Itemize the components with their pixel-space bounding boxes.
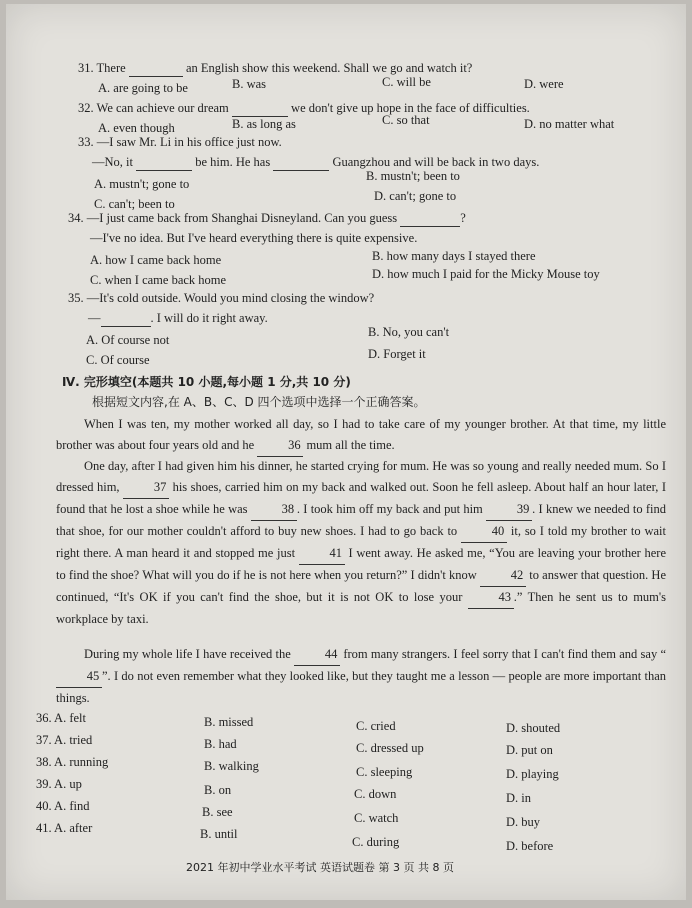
answer-blank[interactable] <box>101 310 151 327</box>
page-footer: 2021 年初中学业水平考试 英语试题卷 第 3 页 共 8 页 <box>186 861 454 874</box>
passage-text: from many strangers. I feel sorry that I can't find them and say “ <box>343 647 667 661</box>
option: B. as long as <box>232 117 296 131</box>
option: C. Of course <box>86 353 150 367</box>
question-text: an English show this weekend. Shall we go and watch it? <box>185 61 473 75</box>
cloze-option: C. sleeping <box>356 765 413 779</box>
question-text: —I just came back from Shanghai Disneyland. Can you guess <box>86 211 398 225</box>
option: B. mustn't; been to <box>366 169 460 183</box>
cloze-blank-36[interactable]: 36 <box>257 435 303 457</box>
cloze-blank-38[interactable]: 38 <box>251 499 297 521</box>
cloze-blank-42[interactable]: 42 <box>480 565 526 587</box>
passage-text: it, so I told my brother to wait right there. A man heard it and stopped me just <box>56 524 667 560</box>
question-number: 33. <box>78 135 94 149</box>
answer-blank[interactable] <box>232 100 288 117</box>
passage-paragraph-3 <box>56 644 666 709</box>
cloze-option: B. had <box>204 737 237 751</box>
cloze-option: D. shouted <box>506 721 561 735</box>
cloze-option: D. playing <box>506 767 559 781</box>
question-text: Guangzhou and will be back in two days. <box>332 155 540 169</box>
option: B. how many days I stayed there <box>372 249 536 263</box>
cloze-option: 39. A. up <box>36 777 82 791</box>
question-number: 32. <box>78 101 94 115</box>
option: C. will be <box>382 75 431 89</box>
question-34 <box>68 210 466 227</box>
question-text: —No, it <box>92 155 133 169</box>
cloze-option: 40. A. find <box>36 799 90 813</box>
cloze-option: B. until <box>200 827 238 841</box>
cloze-option: D. before <box>506 839 554 853</box>
passage-text: mum all the time. <box>306 438 395 452</box>
passage-text: I went away. He asked me, “You are leaving your brother here to find the shoe? What will you do if he is not here when you return?” I didn't know <box>56 546 667 582</box>
question-35 <box>68 290 374 306</box>
option: D. no matter what <box>524 117 615 131</box>
cloze-option: C. cried <box>356 719 396 733</box>
cloze-option: C. during <box>352 835 400 849</box>
option: A. are going to be <box>98 81 188 95</box>
cloze-option: 41. A. after <box>36 821 93 835</box>
passage-text: . I knew we needed to find that shoe, for our mother couldn't afford to buy new shoes. I had to go back to <box>56 502 667 538</box>
cloze-option: 37. A. tried <box>36 733 93 747</box>
option: B. was <box>232 77 267 91</box>
cloze-option: C. dressed up <box>356 741 424 755</box>
option: C. when I came back home <box>90 273 227 287</box>
question-text: There <box>96 61 126 75</box>
cloze-option: 38. A. running <box>36 755 109 769</box>
question-text: —I've no idea. But I've heard everything there is quite expensive. <box>90 231 418 245</box>
question-number: 31. <box>78 61 94 75</box>
option: D. can't; gone to <box>374 189 457 203</box>
cloze-blank-41[interactable]: 41 <box>299 543 345 565</box>
passage-text: to answer that question. He continued, “It's OK if you can't find the shoe, but it is not OK to lose your <box>56 568 667 604</box>
question-text: we don't give up hope in the face of difficulties. <box>291 101 530 115</box>
passage-text: .” Then he sent us to mum's workplace by taxi. <box>56 590 667 626</box>
answer-blank[interactable] <box>400 210 460 227</box>
option: D. how much I paid for the Micky Mouse toy <box>372 267 600 281</box>
question-text: We can achieve our dream <box>96 101 229 115</box>
cloze-blank-39[interactable]: 39 <box>486 499 532 521</box>
cloze-option: C. watch <box>354 811 399 825</box>
cloze-blank-37[interactable]: 37 <box>123 477 169 499</box>
option: B. No, you can't <box>368 325 450 339</box>
passage-text: . I took him off my back and put him <box>296 502 483 516</box>
cloze-option: C. down <box>354 787 397 801</box>
question-32 <box>78 100 530 117</box>
option: C. can't; been to <box>94 197 175 211</box>
section-instruction: 根据短文内容,在 A、B、C、D 四个选项中选择一个正确答案。 <box>92 395 426 409</box>
option: A. how I came back home <box>90 253 222 267</box>
exam-page <box>6 4 686 900</box>
question-text: —I saw Mr. Li in his office just now. <box>96 135 282 149</box>
answer-blank[interactable] <box>273 154 329 171</box>
cloze-option: 36. A. felt <box>36 711 86 725</box>
question-33-line2 <box>92 154 539 171</box>
question-33 <box>78 134 282 150</box>
cloze-option: B. see <box>202 805 233 819</box>
option: C. so that <box>382 113 430 127</box>
cloze-option: D. buy <box>506 815 541 829</box>
option: A. Of course not <box>86 333 170 347</box>
question-text: . I will do it right away. <box>150 311 268 325</box>
passage-text: When I was ten, my mother worked all day, so I had to take care of my younger brother. At that time, my little brother was about four years old and he <box>56 417 666 452</box>
passage-text: ”. I do not even remember what they looked like, but they taught me a lesson — people are more important than things. <box>56 669 666 705</box>
passage-text: One day, after I had given him his dinner, he started crying for mum. He was so young and really needed mum. So I dressed him, <box>56 459 666 494</box>
cloze-option: D. put on <box>506 743 553 757</box>
question-35-line2 <box>88 310 268 327</box>
cloze-option: D. in <box>506 791 531 805</box>
cloze-blank-43[interactable]: 43 <box>468 587 514 609</box>
question-text: —It's cold outside. Would you mind closing the window? <box>86 291 375 305</box>
option: A. even though <box>98 121 175 135</box>
passage-paragraph-2 <box>56 456 666 630</box>
question-text: be him. He has <box>195 155 271 169</box>
answer-blank[interactable] <box>129 60 183 77</box>
option: D. Forget it <box>368 347 426 361</box>
option: A. mustn't; gone to <box>94 177 190 191</box>
passage-paragraph-1 <box>56 414 666 457</box>
punctuation: ? <box>460 211 466 225</box>
passage-text: During my whole life I have received the <box>84 647 291 661</box>
cloze-blank-44[interactable]: 44 <box>294 644 340 666</box>
question-number: 34. <box>68 211 84 225</box>
section-title: Ⅳ. 完形填空(本题共 10 小题,每小题 1 分,共 10 分) <box>62 375 351 389</box>
cloze-blank-45[interactable]: 45 <box>56 666 102 688</box>
option: D. were <box>524 77 564 91</box>
cloze-option: B. walking <box>204 759 259 773</box>
question-number: 35. <box>68 291 84 305</box>
cloze-option: B. on <box>204 783 232 797</box>
passage-text: his shoes, carried him on my back and walked out. Soon he fell asleep. About half an hour later, I found that he lost a shoe while he was <box>56 480 667 516</box>
question-text: — <box>88 311 101 325</box>
cloze-option: B. missed <box>204 715 254 729</box>
answer-blank[interactable] <box>136 154 192 171</box>
cloze-blank-40[interactable]: 40 <box>461 521 507 543</box>
